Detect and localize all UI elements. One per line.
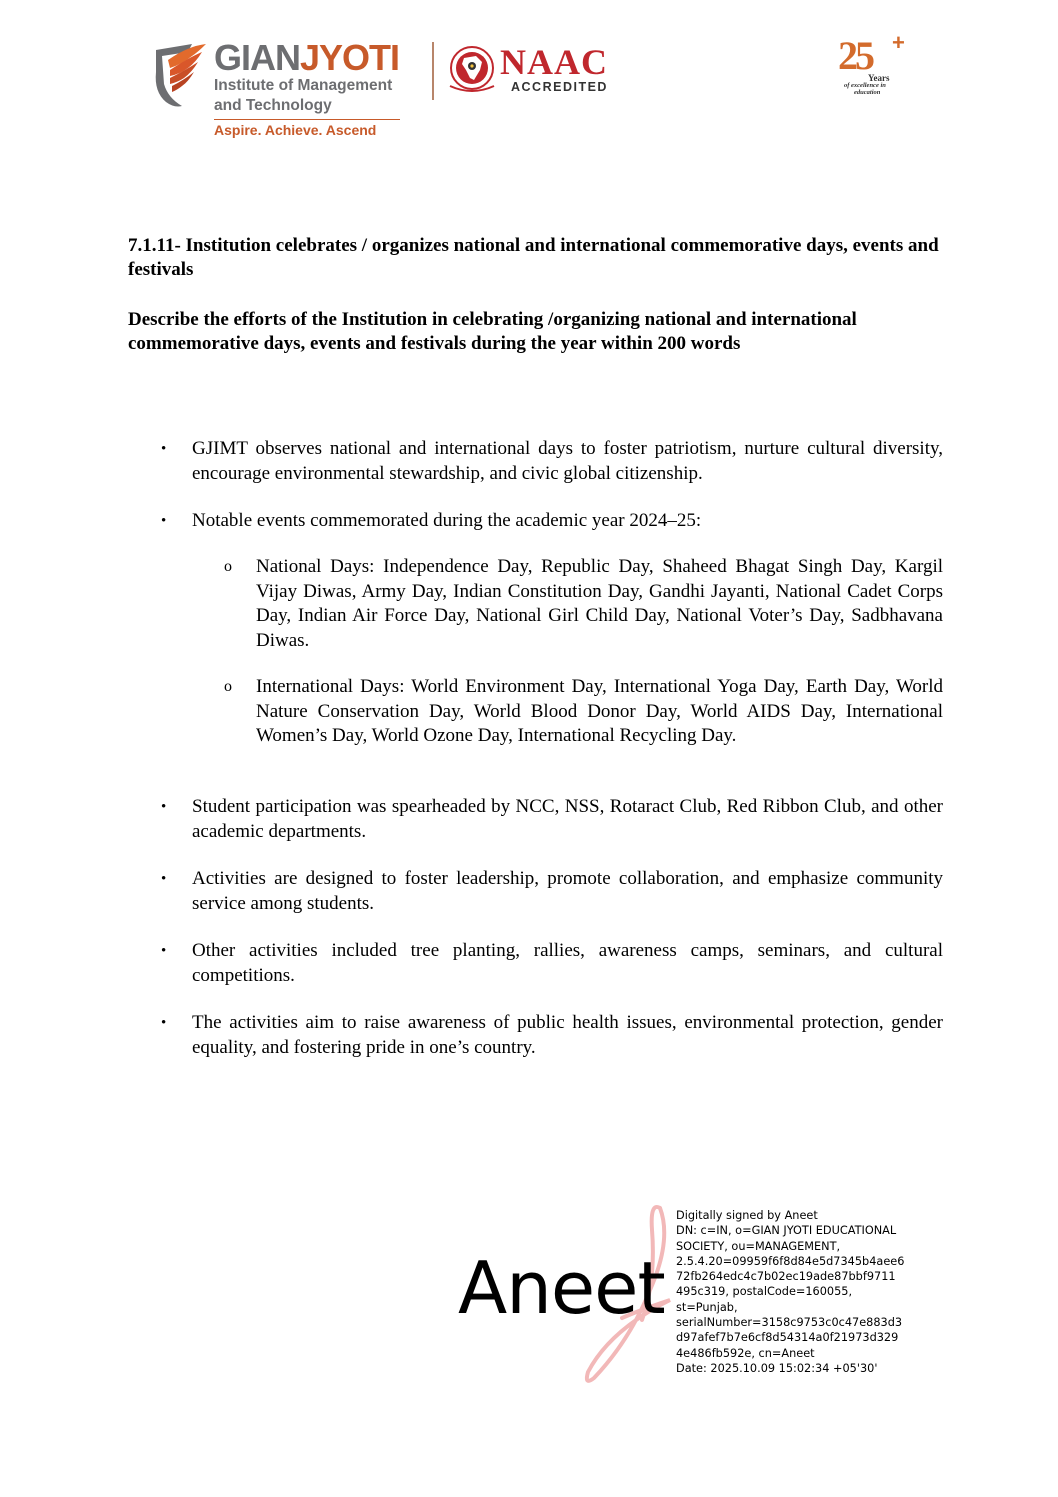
bullet-marker: • [161, 943, 167, 959]
anniversary-number: 25 [838, 33, 872, 78]
brand-name [214, 38, 399, 78]
anniversary-logo [836, 30, 916, 102]
signature-line: 2.5.4.20=09959f6f8d84e5d7345b4aee6 [676, 1254, 905, 1268]
brand-name-part2: JYOTI [300, 37, 400, 78]
signature-line: DN: c=IN, o=GIAN JYOTI EDUCATIONAL [676, 1224, 897, 1238]
signature-line: SOCIETY, ou=MANAGEMENT, [676, 1239, 841, 1253]
sub-bullet-marker: o [224, 558, 232, 575]
brand-divider [214, 119, 400, 120]
naac-logo [444, 42, 619, 102]
signature-name: Aneet [458, 1246, 665, 1330]
shield-wing-icon [152, 42, 208, 112]
list-item: Notable events commemorated during the academic year 2024–25: [192, 510, 702, 531]
signature-date: Date: 2025.10.09 15:02:34 +05'30' [676, 1361, 878, 1375]
brand-name-part1: GIAN [214, 37, 300, 78]
bullet-marker: • [161, 799, 167, 815]
bullet-marker: • [161, 441, 167, 457]
naac-accredited: ACCREDITED [511, 80, 608, 94]
list-item: The activities aim to raise awareness of public health issues, environmental protection, gender equality, and fostering pride in one’s country. [192, 1012, 943, 1058]
bullet-marker: • [161, 1015, 167, 1031]
describe-heading: Describe the efforts of the Institution in celebrating /organizing national and international commemorative days, events and festivals during the year within 200 words [128, 309, 857, 354]
list-item: Other activities included tree planting, rallies, awareness camps, seminars, and cultural competitions. [192, 940, 943, 986]
signature-line: 495c319, postalCode=160055, [676, 1285, 853, 1299]
logo-separator [432, 42, 434, 100]
bullet-marker: • [161, 871, 167, 887]
signature-line: st=Punjab, [676, 1300, 738, 1314]
brand-subtitle [214, 76, 392, 116]
signature-line: d97afef7b7e6cf8d54314a0f21973d329 [676, 1331, 899, 1345]
anniversary-line2: education [854, 89, 881, 96]
list-item: Activities are designed to foster leadership, promote collaboration, and emphasize community service among students. [192, 868, 943, 914]
sub-list-item-national-days: National Days: Independence Day, Republic Day, Shaheed Bhagat Singh Day, Kargil Vijay Diwas, Army Day, Indian Constitution Day, Gandhi Jayanti, National Cadet Corps Day, Indian Air Force Day, National Girl Child Day, National Voter’s Day, Sadbhavana Diwas. [256, 556, 943, 651]
brand-tagline: Aspire. Achieve. Ascend [214, 122, 377, 138]
brand-subtitle-line2: and Technology [214, 97, 332, 114]
signature-line: Digitally signed by Aneet [676, 1209, 818, 1222]
signature-details [676, 1208, 906, 1376]
gianjyoti-logo [152, 38, 422, 142]
list-item: GJIMT observes national and international days to foster patriotism, nurture cultural diversity, encourage environmental stewardship, and civic global citizenship. [192, 438, 943, 484]
bullet-marker: • [161, 513, 167, 529]
sub-bullet-marker: o [224, 678, 232, 695]
naac-seal-icon [446, 44, 498, 96]
signature-line: 4e486fb592e, cn=Aneet [676, 1346, 815, 1360]
anniversary-plus: + [892, 30, 905, 55]
signature-line: 72fb264edc4c7b02ec19ade87bbf9711 [676, 1270, 896, 1284]
naac-title: NAAC [500, 42, 608, 82]
criterion-heading: 7.1.11- Institution celebrates / organizes national and international commemorative days, events and festivals [128, 235, 939, 280]
signature-line: serialNumber=3158c9753c0c47e883d3 [676, 1316, 903, 1330]
brand-subtitle-line1: Institute of Management [214, 77, 393, 94]
anniversary-years: Years [868, 73, 890, 83]
list-item: Student participation was spearheaded by NCC, NSS, Rotaract Club, Red Ribbon Club, and other academic departments. [192, 796, 943, 842]
sub-list-item-international-days: International Days: World Environment Day, International Yoga Day, Earth Day, World Nature Conservation Day, World Blood Donor Day, World AIDS Day, International Women’s Day, World Ozone Day, International Recycling Day. [256, 676, 943, 746]
anniversary-line1: of excellence in [844, 82, 886, 89]
